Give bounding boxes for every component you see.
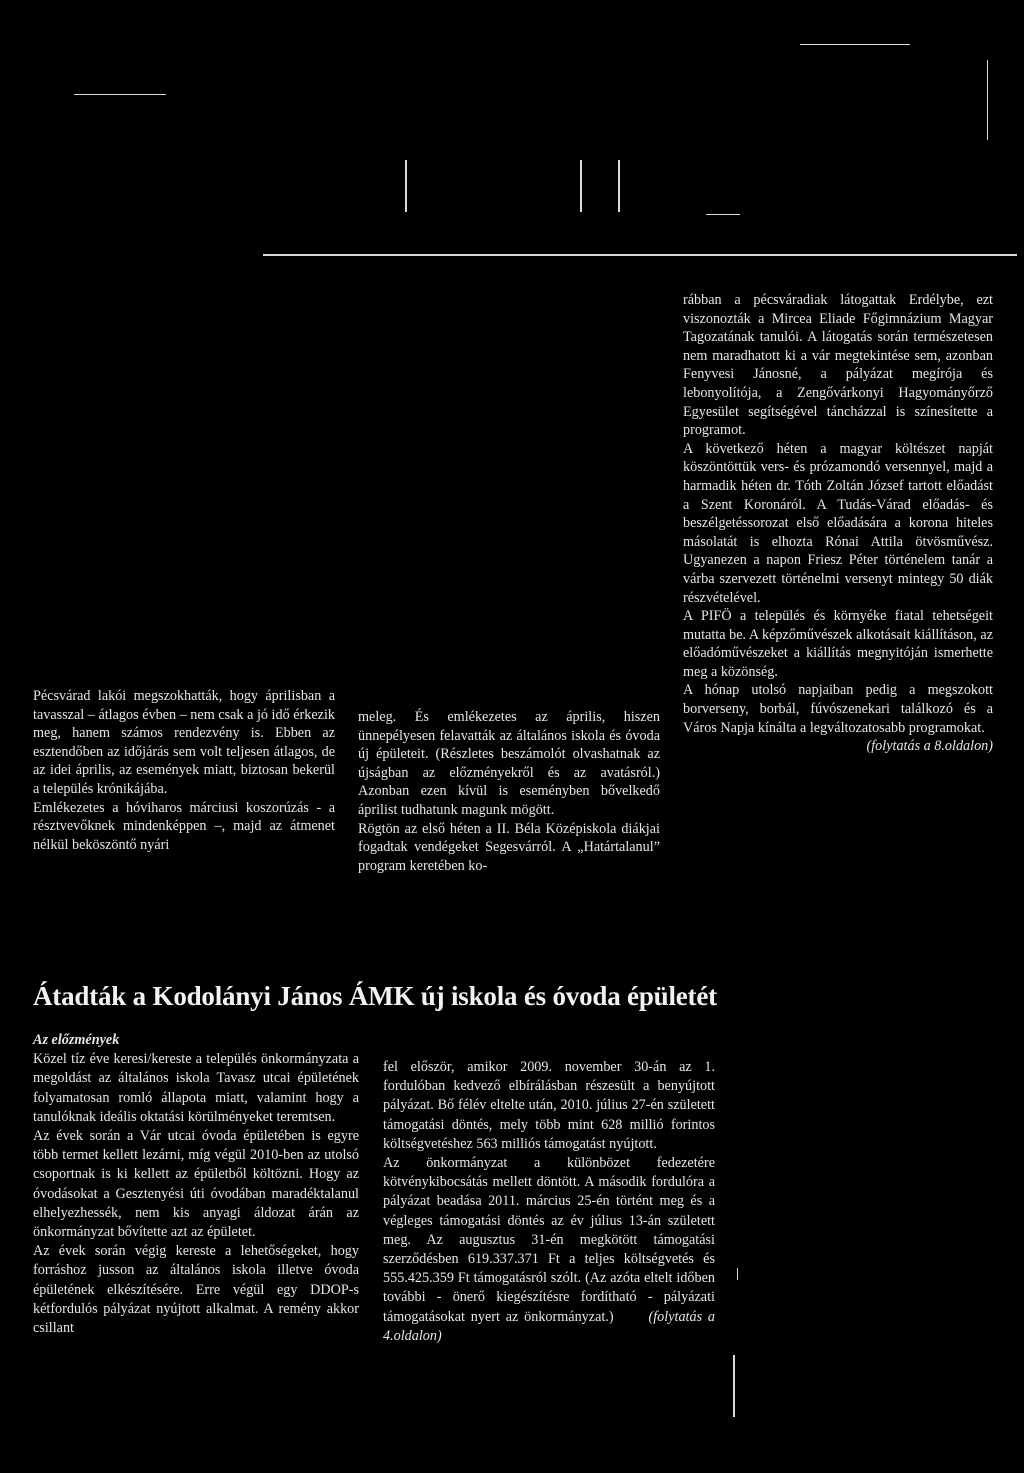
intro-col3-paragraph-1: rábban a pécsváradiak látogattak Erdélybe, ezt viszonozták a Mircea Eliade Főgimnázium Magyar Tagozatának tanulói. A látogatás során természetesen nem maradhatott ki a vár megtekintése sem, azonban Fenyvesi Jánosné, a pályázat megírója és lebonyolítója, a Zengővárkonyi Hagyományőrző Egyesület segítségével táncházzal is színesítette a programot. <box>683 292 993 439</box>
article-column-1 <box>33 1031 359 1338</box>
header-divider-rule <box>263 254 1017 256</box>
intro-column-1 <box>33 687 335 854</box>
intro-column-3 <box>683 291 993 756</box>
masthead-bar-2 <box>580 160 582 212</box>
article-col1-paragraph-2: Az évek során a Vár utcai óvoda épületében is egyre több termet kellett lezárni, míg végül 2010-ben az utolsó csoportnak is ki kellett az épületből költözni. Hogy az óvodásokat a Gesztenyési úti óvodában maradéktalanul elhelyezhessék, nem kis anyagi áldozat árán az önkormányzat bővítette azt az épületet. <box>33 1128 359 1241</box>
article-col2-paragraph-1: fel először, amikor 2009. november 30-án az 1. fordulóban kedvező elbírálásban részesült a benyújtott pályázat. Bő félév eltelte után, 2010. július 27-én született támogatási döntés, mely több mint 628 millió forintos költségvetéshez 563 milliós támogatást nyújtott. <box>383 1059 715 1152</box>
intro-col3-paragraph-4: A hónap utolsó napjaiban pedig a megszokott borverseny, borbál, fúvószenekari találkozó és a Város Napja kínálta a legváltozatosabb programokat. <box>683 682 993 736</box>
masthead-rule-right-top <box>800 44 910 45</box>
margin-mark-1 <box>737 1268 738 1280</box>
article-subhead: Az előzmények <box>33 1032 120 1048</box>
intro-col3-paragraph-3: A PIFÖ a település és környéke fiatal tehetségeit mutatta be. A képzőművészek alkotásait kiállításon, az előadóművészeket a kiállítás megnyitóján ismerhette meg a közönség. <box>683 608 993 680</box>
article-col2-paragraph-2-text: Az önkormányzat a különbözet fedezetére kötvénykibocsátás mellett döntött. A második fordulóra a pályázat beadása 2011. március 25-én történt meg és a végleges támogatási döntés az év július 13-án született meg. Az augusztus 31-én megkötött támogatási szerződésben 619.337.371 Ft a teljes költségvetés és 555.425.359 Ft támogatásról szólt. (Az azóta eltelt időben további - önerő kiegészítésre fordítható - pályázati támogatásokat nyert az önkormányzat.) <box>383 1155 715 1325</box>
intro-column-2 <box>358 708 660 875</box>
article-col1-paragraph-3: Az évek során végig kereste a lehetőségeket, hogy forráshoz jusson az általános iskola illetve óvoda épületének elkészítésére. Erre végül egy DDOP-s kétfordulós pályázat nyújtott alkalmat. A remény akkor csillant <box>33 1243 359 1337</box>
intro-col3-paragraph-2: A következő héten a magyar költészet napját köszöntöttük vers- és prózamondó versennyel, majd a harmadik héten dr. Tóth Zoltán József tartott előadást a Szent Koronáról. A Tudás-Várad előadás- és beszélgetéssorozat első előadására a korona hiteles másolatát is elhozta Rónai Attila ötvösművész. Ugyanezen a napon Friesz Péter történelem tanár a várba szervezett történelmi versenyt mintegy 50 diák részvételével. <box>683 440 993 606</box>
article-col2-paragraph-2 <box>383 1154 715 1346</box>
article-col1-paragraph-1: Közel tíz éve keresi/kereste a település önkormányzata a megoldást az általános iskola Tavasz utcai épületének folyamatosan romló állapota miatt, valamint hogy a tanulóknak ideális oktatási körülményeket teremtsen. <box>33 1051 359 1125</box>
intro-col2-paragraph-1: meleg. És emlékezetes az április, hiszen ünnepélyesen felavatták az általános iskola és óvoda új épületeit. (Részletes beszámolót olvashatnak az újságban az előzményekről és az avatásról.) Azonban ezen kívül is eseményben bővelkedő áprilist tudhatunk magunk mögött. <box>358 709 660 818</box>
intro-col1-paragraph-1: Pécsvárad lakói megszokhatták, hogy áprilisban a tavasszal – átlagos évben – nem csak a jó idő érkezik meg, hanem számos rendezvény is. Ebben az esztendőben az időjárás sem volt teljesen átlagos, de az idei április, az események miatt, biztosan bekerül a település krónikájába. <box>33 688 335 797</box>
article-column-2 <box>383 1058 715 1346</box>
masthead-bar-1 <box>405 160 407 212</box>
intro-col1-paragraph-2: Emlékezetes a hóviharos márciusi koszorúzás - a résztvevőknek mindenképpen –, majd az átmenet nélkül beköszöntő nyári <box>33 799 335 853</box>
continued-page-4-note: (folytatás a 4.oldalon) <box>383 1308 716 1344</box>
article-headline: Átadták a Kodolányi János ÁMK új iskola és óvoda épületét <box>33 981 717 1011</box>
masthead-vertical-right <box>987 60 988 140</box>
masthead-rule-left <box>74 94 166 95</box>
masthead-tick <box>706 214 740 215</box>
masthead-bar-3 <box>618 160 620 212</box>
margin-mark-2 <box>733 1355 735 1417</box>
continued-page-8-note: (folytatás a 8.oldalon) <box>866 738 993 755</box>
intro-col2-paragraph-2: Rögtön az első héten a II. Béla Középiskola diákjai fogadtak vendégeket Segesvárról. A „Határtalanul” program keretében ko- <box>358 820 660 874</box>
